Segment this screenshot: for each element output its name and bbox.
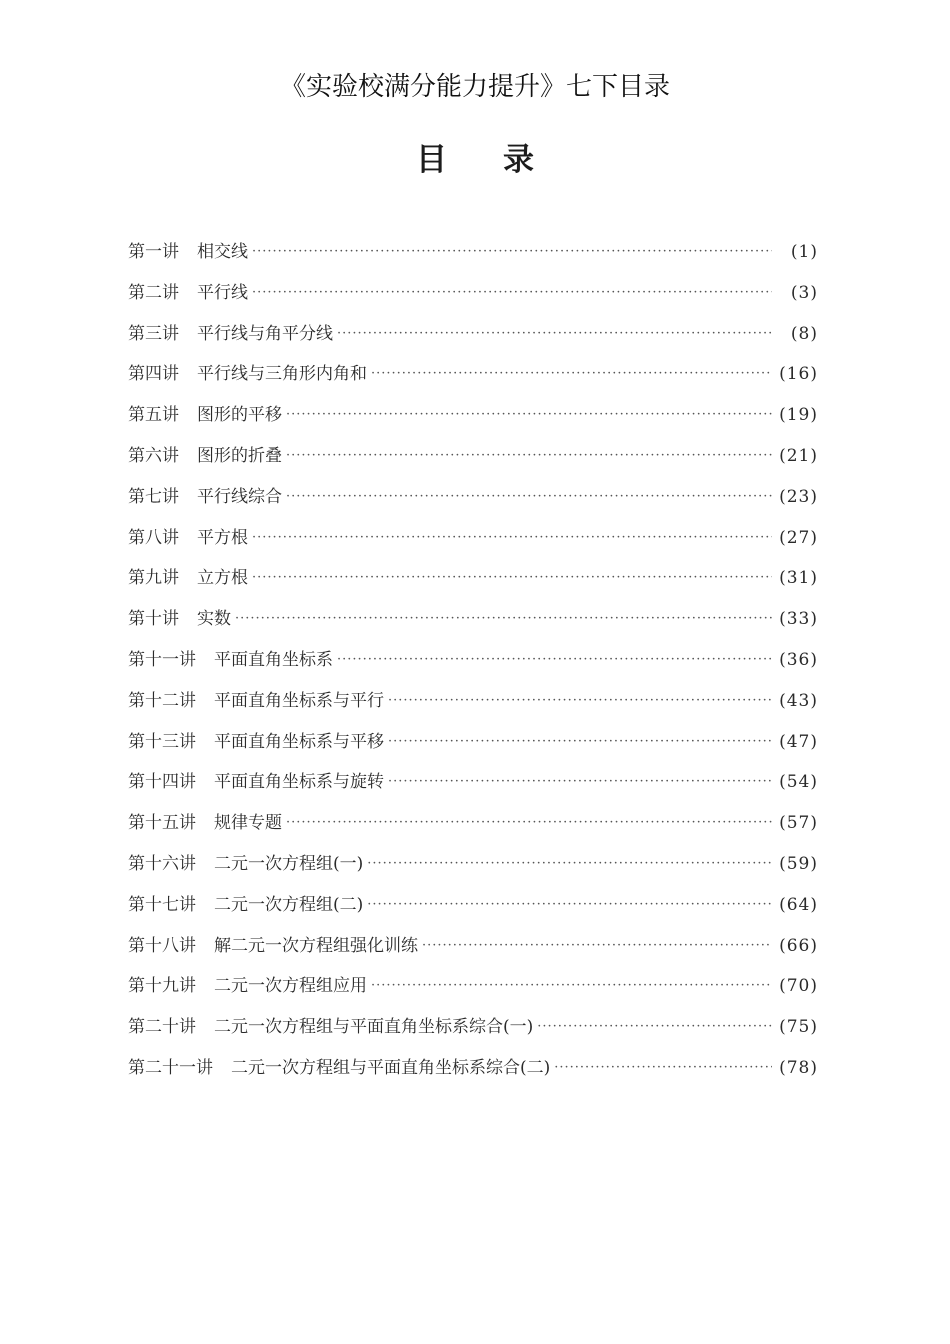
dot-leader — [252, 558, 772, 599]
toc-entry[interactable] — [128, 1048, 818, 1089]
toc-page-number: (78) — [779, 1057, 818, 1078]
toc-entry[interactable] — [128, 599, 818, 640]
document-title: 《实验校满分能力提升》七下目录 — [279, 72, 670, 102]
toc-entry[interactable] — [128, 926, 818, 967]
toc-page-number: (64) — [779, 894, 818, 915]
dot-leader — [252, 518, 772, 559]
toc-page-number: (36) — [779, 649, 818, 670]
toc-chapter-label: 第十二讲 — [128, 690, 196, 711]
toc-page-number: (47) — [779, 731, 818, 752]
toc-page-number: (27) — [779, 527, 818, 548]
toc-chapter-label: 第七讲 — [128, 486, 179, 507]
toc-topic: 平行线与三角形内角和 — [197, 364, 367, 385]
toc-page-number: (23) — [779, 486, 818, 507]
toc-topic: 平面直角坐标系与平移 — [214, 731, 384, 752]
toc-topic: 平面直角坐标系 — [214, 649, 333, 670]
toc-chapter-label: 第十九讲 — [128, 976, 196, 997]
toc-entry[interactable] — [128, 232, 818, 273]
dot-leader — [371, 354, 772, 395]
toc-topic: 平行线 — [197, 282, 248, 303]
toc-entry[interactable] — [128, 558, 818, 599]
toc-entry[interactable] — [128, 681, 818, 722]
toc-page-number: (70) — [779, 976, 818, 997]
dot-leader — [367, 885, 772, 926]
toc-topic: 二元一次方程组(一) — [214, 853, 364, 874]
dot-leader — [422, 926, 772, 967]
toc-chapter-label: 第十三讲 — [128, 731, 196, 752]
toc-entry[interactable] — [128, 518, 818, 559]
toc-topic: 二元一次方程组与平面直角坐标系综合(二) — [231, 1057, 551, 1078]
toc-chapter-label: 第十八讲 — [128, 935, 196, 956]
toc-chapter-label: 第十一讲 — [128, 649, 196, 670]
dot-leader — [388, 681, 772, 722]
toc-page-number: (31) — [779, 568, 818, 589]
toc-page-number: (57) — [779, 813, 818, 834]
toc-topic: 实数 — [197, 609, 231, 630]
toc-heading: 目录 — [416, 142, 590, 178]
toc-topic: 平方根 — [197, 527, 248, 548]
toc-topic: 平面直角坐标系与旋转 — [214, 772, 384, 793]
toc-topic: 二元一次方程组与平面直角坐标系综合(一) — [214, 1017, 534, 1038]
toc-page-number: (3) — [790, 282, 818, 303]
toc-topic: 相交线 — [197, 242, 248, 262]
toc-page-number: (54) — [779, 772, 818, 793]
toc-page-number: (21) — [779, 445, 818, 466]
toc-entry[interactable] — [128, 803, 818, 844]
toc-chapter-label: 第二讲 — [128, 282, 179, 303]
toc-page-number: (75) — [779, 1017, 818, 1038]
dot-leader — [252, 273, 772, 314]
toc-entry[interactable] — [128, 722, 818, 763]
toc-entry[interactable] — [128, 640, 818, 681]
dot-leader — [286, 436, 772, 477]
toc-chapter-label: 第二十一讲 — [128, 1057, 213, 1078]
toc-chapter-label: 第十六讲 — [128, 853, 196, 874]
toc-page-number: (43) — [779, 690, 818, 711]
toc-chapter-label: 第二十讲 — [128, 1017, 196, 1038]
toc-chapter-label: 第八讲 — [128, 527, 179, 548]
toc-entry[interactable] — [128, 436, 818, 477]
toc-entry[interactable] — [128, 477, 818, 518]
toc-entry[interactable] — [128, 395, 818, 436]
toc-page-number: (8) — [790, 323, 818, 344]
toc-topic: 二元一次方程组(二) — [214, 894, 364, 915]
toc-page-number: (1) — [790, 242, 818, 262]
toc-entry[interactable] — [128, 1007, 818, 1048]
toc-chapter-label: 第一讲 — [128, 242, 179, 262]
toc-chapter-label: 第三讲 — [128, 323, 179, 344]
toc-chapter-label: 第十五讲 — [128, 813, 196, 834]
table-of-contents — [128, 232, 818, 1089]
dot-leader — [388, 722, 772, 763]
toc-topic: 立方根 — [197, 568, 248, 589]
toc-chapter-label: 第十七讲 — [128, 894, 196, 915]
toc-entry[interactable] — [128, 966, 818, 1007]
toc-topic: 解二元一次方程组强化训练 — [214, 935, 418, 956]
dot-leader — [235, 599, 772, 640]
dot-leader — [371, 966, 772, 1007]
dot-leader — [554, 1048, 772, 1089]
toc-chapter-label: 第十四讲 — [128, 772, 196, 793]
toc-topic: 规律专题 — [214, 813, 282, 834]
toc-topic: 图形的折叠 — [197, 445, 282, 466]
toc-entry[interactable] — [128, 354, 818, 395]
toc-page-number: (33) — [779, 609, 818, 630]
toc-page-number: (19) — [779, 405, 818, 426]
toc-page-number: (16) — [779, 364, 818, 385]
dot-leader — [337, 640, 772, 681]
toc-entry[interactable] — [128, 762, 818, 803]
toc-chapter-label: 第六讲 — [128, 445, 179, 466]
toc-chapter-label: 第十讲 — [128, 609, 179, 630]
toc-entry[interactable] — [128, 885, 818, 926]
dot-leader — [252, 232, 772, 273]
toc-entry[interactable] — [128, 314, 818, 355]
toc-topic: 平面直角坐标系与平行 — [214, 690, 384, 711]
toc-topic: 图形的平移 — [197, 405, 282, 426]
dot-leader — [286, 803, 772, 844]
dot-leader — [367, 844, 772, 885]
dot-leader — [388, 762, 772, 803]
toc-page-number: (66) — [779, 935, 818, 956]
dot-leader — [537, 1007, 772, 1048]
dot-leader — [286, 477, 772, 518]
toc-topic: 平行线与角平分线 — [197, 323, 333, 344]
toc-chapter-label: 第五讲 — [128, 405, 179, 426]
toc-page-number: (59) — [779, 853, 818, 874]
dot-leader — [286, 395, 772, 436]
toc-chapter-label: 第九讲 — [128, 568, 179, 589]
toc-chapter-label: 第四讲 — [128, 364, 179, 385]
toc-topic: 二元一次方程组应用 — [214, 976, 367, 997]
toc-topic: 平行线综合 — [197, 486, 282, 507]
dot-leader — [337, 314, 772, 355]
toc-entry[interactable] — [128, 844, 818, 885]
toc-entry[interactable] — [128, 273, 818, 314]
